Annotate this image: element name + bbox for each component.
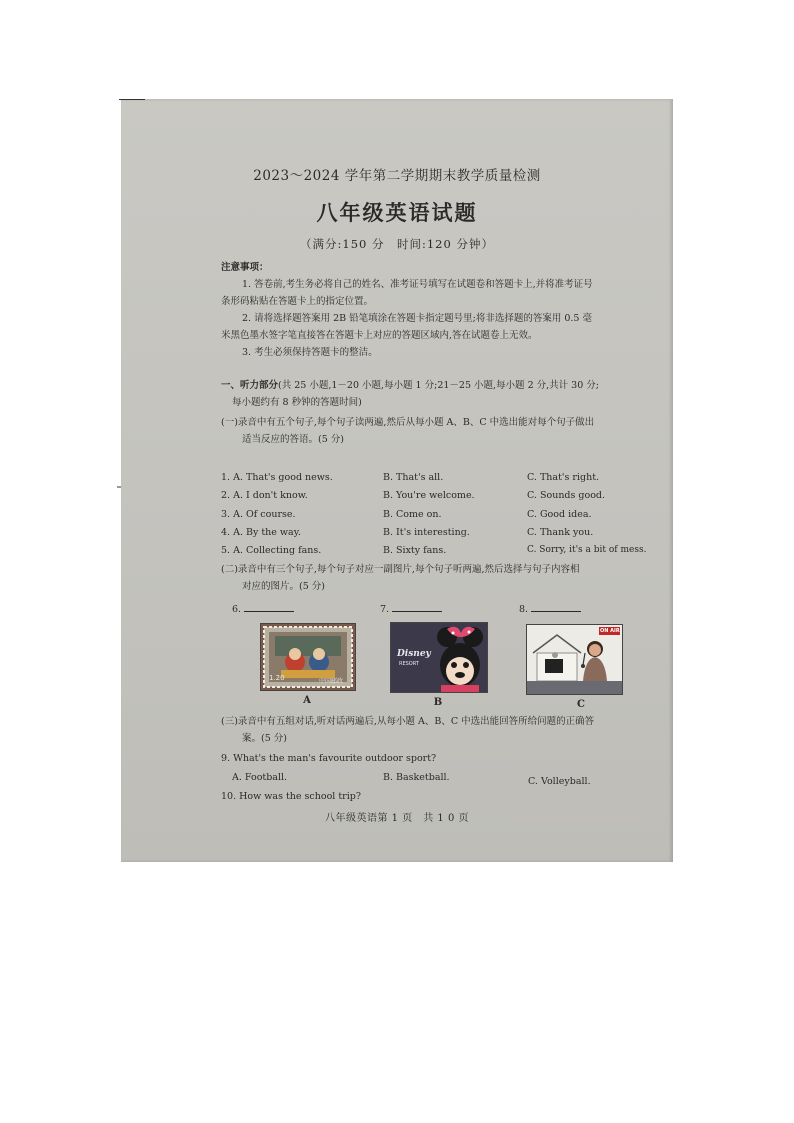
radio-host-illustration-icon — [527, 625, 622, 694]
q3-option-b: B. Come on. — [383, 509, 442, 520]
part1-heading — [221, 380, 599, 392]
semester-title: 2023～2024 学年第二学期期末教学质量检测 — [253, 168, 541, 184]
part1-heading-title: 一、听力部分 — [221, 380, 279, 391]
q2-option-c: C. Sounds good. — [527, 490, 606, 501]
q4-option-b: B. It's interesting. — [383, 527, 470, 538]
answer-blank-8[interactable] — [519, 602, 581, 615]
picture-a-stamp — [260, 623, 356, 691]
q9-option-a: A. Football. — [232, 772, 288, 783]
disney-logo-text: Disney — [397, 649, 431, 659]
picture-b-label: B — [433, 697, 443, 708]
note-1-line-2: 条形码粘贴在答题卡上的指定位置。 — [221, 296, 374, 307]
part1-heading-detail: (共 25 小题,1－20 小题,每小题 1 分;21－25 小题,每小题 2 分,共计 30 分; — [278, 380, 599, 391]
blank-7-number: 7. — [380, 604, 390, 615]
disney-resort-text: RESORT — [399, 661, 419, 667]
blank-6-number: 6. — [232, 604, 242, 615]
picture-c-radio-host — [526, 624, 623, 695]
stamp-value: 1.20 — [269, 674, 285, 682]
answer-blank-6[interactable] — [232, 602, 294, 615]
q9-question: 9. What's the man's favourite outdoor sport? — [221, 753, 437, 764]
section3-instruction-1: (三)录音中有五组对话,听对话两遍后,从每小题 A、B、C 中选出能回答所给问题的正确答 — [221, 716, 595, 727]
note-2-line-2: 米黑色墨水签字笔直接答在答题卡上对应的答题区域内,答在试题卷上无效。 — [221, 330, 538, 341]
blank-8-line — [531, 602, 581, 612]
on-air-badge: ON AIR — [600, 628, 620, 634]
picture-a-label: A — [303, 695, 311, 706]
blank-7-line — [392, 602, 442, 612]
q2-option-a: 2. A. I don't know. — [221, 490, 308, 501]
section1-instruction-2: 适当反应的答语。(5 分) — [242, 434, 344, 445]
q5-option-b: B. Sixty fans. — [383, 545, 447, 556]
note-2-line-1: 2. 请将选择题答案用 2B 铅笔填涂在答题卡指定题号里;将非选择题的答案用 0.5 毫 — [242, 313, 592, 324]
note-3: 3. 考生必须保持答题卡的整洁。 — [242, 347, 378, 358]
exam-meta: （满分:150 分 时间:120 分钟） — [300, 237, 494, 251]
q3-option-a: 3. A. Of course. — [221, 509, 296, 520]
page-footer: 八年级英语第 1 页 共 1 0 页 — [325, 813, 469, 824]
note-1-line-1: 1. 答卷前,考生务必将自己的姓名、准考证号填写在试题卷和答题卡上,并将准考证号 — [242, 279, 593, 290]
part1-heading-time: 每小题约有 8 秒钟的答题时间) — [232, 397, 362, 408]
exam-title: 八年级英语试题 — [316, 200, 478, 225]
q4-option-c: C. Thank you. — [527, 527, 594, 538]
answer-blank-7[interactable] — [380, 602, 442, 615]
blank-6-line — [244, 602, 294, 612]
q9-option-c: C. Volleyball. — [528, 776, 591, 787]
picture-b-disney — [390, 622, 488, 693]
q4-option-a: 4. A. By the way. — [221, 527, 301, 538]
q5-option-a: 5. A. Collecting fans. — [221, 545, 322, 556]
q9-option-b: B. Basketball. — [383, 772, 450, 783]
q3-option-c: C. Good idea. — [527, 509, 592, 520]
q5-option-c: C. Sorry, it's a bit of mess. — [527, 545, 647, 555]
q10-question: 10. How was the school trip? — [221, 791, 361, 802]
q1-option-c: C. That's right. — [527, 472, 600, 483]
blank-8-number: 8. — [519, 604, 529, 615]
notes-heading: 注意事项： — [221, 262, 269, 273]
q2-option-b: B. You're welcome. — [383, 490, 475, 501]
q1-option-b: B. That's all. — [383, 472, 444, 483]
q1-option-a: 1. A. That's good news. — [221, 472, 333, 483]
picture-c-label: C — [577, 699, 585, 710]
stamp-text: 中国邮政 — [319, 678, 344, 685]
section2-instruction-2: 对应的图片。(5 分) — [242, 581, 325, 592]
section3-instruction-2: 案。(5 分) — [242, 733, 287, 744]
corner-mark — [119, 99, 145, 100]
section1-instruction-1: (一)录音中有五个句子,每个句子读两遍,然后从每小题 A、B、C 中选出能对每个句子做出 — [221, 417, 595, 428]
section2-instruction-1: (二)录音中有三个句子,每个句子对应一副图片,每个句子听两遍,然后选择与句子内容相 — [221, 564, 580, 575]
exam-paper-sheet — [121, 99, 673, 862]
